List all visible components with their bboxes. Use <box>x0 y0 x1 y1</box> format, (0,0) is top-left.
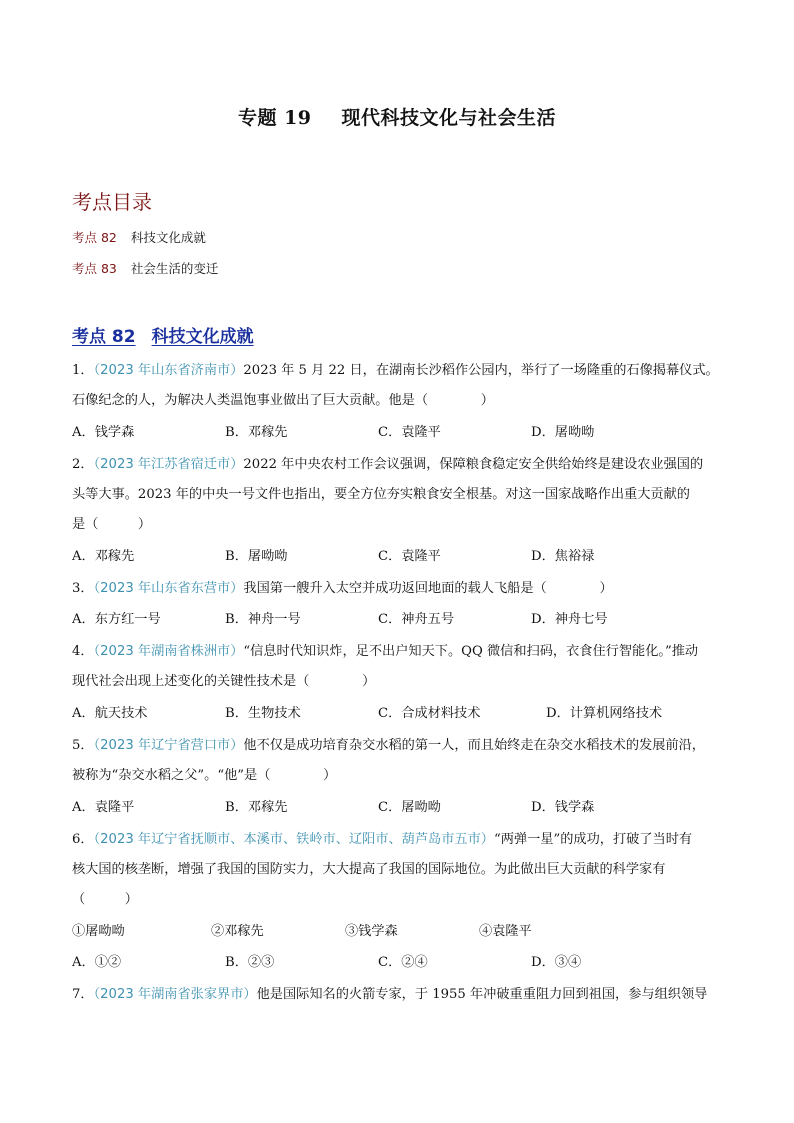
toc-item-code: 考点 82 <box>72 230 117 245</box>
option-c[interactable]: C．神舟五号 <box>378 612 455 627</box>
question-source: （2023 年辽宁省营口市） <box>93 738 244 753</box>
question-number: 4． <box>72 644 94 659</box>
question-6-line-1 <box>72 830 732 850</box>
question-text: 2022 年中央农村工作会议强调，保障粮食稳定安全供给始终是建设农业强国的 <box>243 457 704 472</box>
question-text: 他不仅是成功培育杂交水稻的第一人，而且始终走在杂交水稻技术的发展前沿， <box>243 738 705 753</box>
question-number: 1． <box>72 363 94 378</box>
option-b[interactable]: B．邓稼先 <box>225 800 288 815</box>
question-4-line-2: 现代社会出现上述变化的关键性技术是（ ） <box>72 674 376 689</box>
page-title <box>0 103 794 130</box>
question-5-line-2: 被称为“杂交水稻之父”。“他”是（ ） <box>72 768 337 783</box>
question-6-line-3: （ ） <box>72 892 138 907</box>
question-number: 6． <box>72 832 94 847</box>
toc-item-label: 社会生活的变迁 <box>130 261 219 276</box>
option-b[interactable]: B．生物技术 <box>225 706 301 721</box>
question-number: 5． <box>72 738 94 753</box>
question-number: 3． <box>72 581 94 596</box>
question-text: 2023 年 5 月 22 日，在湖南长沙稻作公园内，举行了一场隆重的石像揭幕仪式。 <box>243 363 719 378</box>
option-a[interactable]: A．东方红一号 <box>72 612 161 627</box>
option-a[interactable]: A．钱学森 <box>72 425 135 440</box>
title-topic-number: 专题 19 <box>237 107 312 129</box>
question-text: “信息时代知识炸，足不出户知天下。QQ 微信和扫码，衣食住行智能化。”推动 <box>243 644 699 659</box>
toc-heading: 考点目录 <box>72 190 152 214</box>
question-2-line-1 <box>72 455 732 475</box>
question-4-line-1 <box>72 642 732 662</box>
toc-item-label: 科技文化成就 <box>130 230 206 245</box>
option-d[interactable]: D．③④ <box>531 955 582 970</box>
option-d[interactable]: D．屠呦呦 <box>531 425 595 440</box>
choice-item: ③钱学森 <box>345 924 398 939</box>
option-c[interactable]: C．合成材料技术 <box>378 706 481 721</box>
option-a[interactable]: A．袁隆平 <box>72 800 135 815</box>
question-source: （2023 年湖南省张家界市） <box>93 987 257 1002</box>
question-text: 他是国际知名的火箭专家，于 1955 年冲破重重阻力回到祖国，参与组织领导 <box>256 987 708 1002</box>
toc-item[interactable] <box>72 259 218 277</box>
question-1-line-2: 石像纪念的人，为解决人类温饱事业做出了巨大贡献。他是（ ） <box>72 393 494 408</box>
option-b[interactable]: B．神舟一号 <box>225 612 301 627</box>
toc-item[interactable] <box>72 228 206 246</box>
option-a[interactable]: A．邓稼先 <box>72 549 135 564</box>
option-c[interactable]: C．②④ <box>378 955 428 970</box>
question-source: （2023 年山东省济南市） <box>93 363 244 378</box>
question-1-line-1 <box>72 361 732 381</box>
option-d[interactable]: D．计算机网络技术 <box>546 706 663 721</box>
option-b[interactable]: B．邓稼先 <box>225 425 288 440</box>
question-number: 2． <box>72 457 94 472</box>
question-3-line-1 <box>72 579 732 599</box>
option-b[interactable]: B．②③ <box>225 955 275 970</box>
question-6-line-2: 核大国的核垄断，增强了我国的国防实力，大大提高了我国的国际地位。为此做出巨大贡献的科学家有 <box>72 862 666 877</box>
option-d[interactable]: D．神舟七号 <box>531 612 608 627</box>
question-text: 我国第一艘升入太空并成功返回地面的载人飞船是（ ） <box>243 581 613 596</box>
option-b[interactable]: B．屠呦呦 <box>225 549 288 564</box>
question-source: （2023 年山东省东营市） <box>93 581 244 596</box>
question-text: “两弹一星”的成功，打破了当时有 <box>493 832 693 847</box>
option-a[interactable]: A．①② <box>72 955 122 970</box>
option-c[interactable]: C．屠呦呦 <box>378 800 441 815</box>
question-source: （2023 年辽宁省抚顺市、本溪市、铁岭市、辽阳市、葫芦岛市五市） <box>93 832 494 847</box>
question-number: 7． <box>72 987 94 1002</box>
question-source: （2023 年江苏省宿迁市） <box>93 457 244 472</box>
section-code: 考点 82 <box>72 327 136 347</box>
question-source: （2023 年湖南省株洲市） <box>93 644 244 659</box>
question-2-line-2: 头等大事。2023 年的中央一号文件也指出，要全方位夯实粮食安全根基。对这一国家战略作出重大贡献的 <box>72 487 690 502</box>
choice-item: ②邓稼先 <box>211 924 264 939</box>
option-a[interactable]: A．航天技术 <box>72 706 148 721</box>
choice-item: ④袁隆平 <box>479 924 532 939</box>
option-d[interactable]: D．焦裕禄 <box>531 549 595 564</box>
question-5-line-1 <box>72 736 732 756</box>
option-c[interactable]: C．袁隆平 <box>378 549 441 564</box>
question-7-line-1 <box>72 985 732 1005</box>
option-d[interactable]: D．钱学森 <box>531 800 595 815</box>
toc-item-code: 考点 83 <box>72 261 117 276</box>
choice-item: ①屠呦呦 <box>72 924 125 939</box>
option-c[interactable]: C．袁隆平 <box>378 425 441 440</box>
title-topic-name: 现代科技文化与社会生活 <box>341 107 557 129</box>
section-heading <box>72 322 254 347</box>
section-label: 科技文化成就 <box>151 327 254 347</box>
question-2-line-3: 是（ ） <box>72 517 152 532</box>
